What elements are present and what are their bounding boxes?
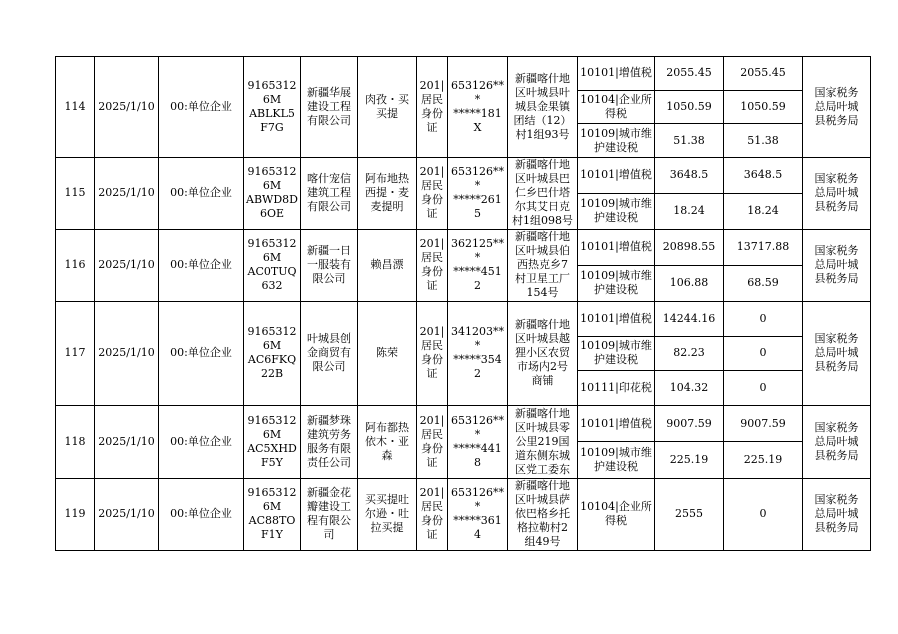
taxpayer-type: 00:单位企业 bbox=[159, 478, 244, 550]
id-number: 362125*** *****4512 bbox=[448, 229, 508, 301]
table-row bbox=[56, 57, 871, 91]
credit-code: 91653126M AC6FKQ22B bbox=[244, 301, 301, 405]
id-number: 653126*** *****3614 bbox=[448, 478, 508, 550]
tax-owed: 13717.88 bbox=[724, 229, 803, 265]
taxpayer-type: 00:单位企业 bbox=[159, 229, 244, 301]
tax-owed: 2055.45 bbox=[724, 57, 803, 91]
id-type: 201| 居民 身份 证 bbox=[417, 301, 448, 405]
tax-item: 10101|增值税 bbox=[578, 301, 655, 336]
business-address: 新疆喀什地 区叶城县巴 仁乡巴什塔 尔其艾日克 村1组098号 bbox=[508, 157, 578, 229]
record-date: 2025/1/10 bbox=[95, 57, 159, 158]
tax-item: 10109|城市维 护建设税 bbox=[578, 265, 655, 301]
tax-owed: 9007.59 bbox=[724, 405, 803, 442]
taxpayer-type: 00:单位企业 bbox=[159, 405, 244, 478]
tax-owed: 0 bbox=[724, 336, 803, 371]
table-body bbox=[56, 57, 871, 551]
id-number: 341203*** *****3542 bbox=[448, 301, 508, 405]
tax-authority: 国家税务 总局叶城 县税务局 bbox=[803, 301, 871, 405]
tax-owed: 0 bbox=[724, 301, 803, 336]
tax-owed: 225.19 bbox=[724, 442, 803, 479]
tax-item: 10101|增值税 bbox=[578, 405, 655, 442]
record-date: 2025/1/10 bbox=[95, 405, 159, 478]
id-type: 201| 居民 身份 证 bbox=[417, 405, 448, 478]
record-date: 2025/1/10 bbox=[95, 478, 159, 550]
tax-amount: 104.32 bbox=[655, 371, 724, 406]
record-number: 118 bbox=[56, 405, 95, 478]
table-row bbox=[56, 301, 871, 336]
id-type: 201| 居民 身份 证 bbox=[417, 229, 448, 301]
legal-person: 肉孜・买 买提 bbox=[358, 57, 417, 158]
tax-records-table bbox=[55, 56, 871, 551]
table-row bbox=[56, 478, 871, 550]
tax-amount: 9007.59 bbox=[655, 405, 724, 442]
tax-amount: 20898.55 bbox=[655, 229, 724, 265]
id-number: 653126*** *****2615 bbox=[448, 157, 508, 229]
company-name: 叶城县创 金商贸有 限公司 bbox=[301, 301, 358, 405]
id-type: 201| 居民 身份 证 bbox=[417, 478, 448, 550]
business-address: 新疆喀什地 区叶城县叶 城县金果镇 团结（12） 村1组93号 bbox=[508, 57, 578, 158]
company-name: 喀什宠信 建筑工程 有限公司 bbox=[301, 157, 358, 229]
tax-item: 10109|城市维 护建设税 bbox=[578, 124, 655, 158]
record-number: 116 bbox=[56, 229, 95, 301]
company-name: 新疆金花 瓣建设工 程有限公 司 bbox=[301, 478, 358, 550]
taxpayer-type: 00:单位企业 bbox=[159, 157, 244, 229]
company-name: 新疆梦珠 建筑劳务 服务有限 责任公司 bbox=[301, 405, 358, 478]
id-type: 201| 居民 身份 证 bbox=[417, 57, 448, 158]
tax-item: 10101|增值税 bbox=[578, 57, 655, 91]
record-date: 2025/1/10 bbox=[95, 229, 159, 301]
record-number: 115 bbox=[56, 157, 95, 229]
legal-person: 陈荣 bbox=[358, 301, 417, 405]
tax-owed: 18.24 bbox=[724, 193, 803, 229]
business-address: 新疆喀什地 区叶城县萨 依巴格乡托 格拉勒村2 组49号 bbox=[508, 478, 578, 550]
business-address: 新疆喀什地 区叶城县零 公里219国 道东侧东城 区党工委东 bbox=[508, 405, 578, 478]
record-number: 117 bbox=[56, 301, 95, 405]
record-date: 2025/1/10 bbox=[95, 157, 159, 229]
tax-item: 10109|城市维 护建设税 bbox=[578, 442, 655, 479]
tax-amount: 1050.59 bbox=[655, 90, 724, 124]
legal-person: 买买提吐 尔逊・吐 拉买提 bbox=[358, 478, 417, 550]
id-number: 653126*** *****181X bbox=[448, 57, 508, 158]
record-date: 2025/1/10 bbox=[95, 301, 159, 405]
tax-amount: 14244.16 bbox=[655, 301, 724, 336]
record-number: 114 bbox=[56, 57, 95, 158]
taxpayer-type: 00:单位企业 bbox=[159, 301, 244, 405]
credit-code: 91653126M ABWD8D6OE bbox=[244, 157, 301, 229]
taxpayer-type: 00:单位企业 bbox=[159, 57, 244, 158]
credit-code: 91653126M ABLKL5F7G bbox=[244, 57, 301, 158]
record-number: 119 bbox=[56, 478, 95, 550]
id-type: 201| 居民 身份 证 bbox=[417, 157, 448, 229]
business-address: 新疆喀什地 区叶城县越 狸小区农贸 市场内2号 商铺 bbox=[508, 301, 578, 405]
tax-authority: 国家税务 总局叶城 县税务局 bbox=[803, 157, 871, 229]
tax-amount: 106.88 bbox=[655, 265, 724, 301]
tax-owed: 3648.5 bbox=[724, 157, 803, 193]
tax-item: 10109|城市维 护建设税 bbox=[578, 193, 655, 229]
legal-person: 阿布都热 依木・亚 森 bbox=[358, 405, 417, 478]
table-row bbox=[56, 229, 871, 265]
tax-amount: 225.19 bbox=[655, 442, 724, 479]
tax-amount: 2555 bbox=[655, 478, 724, 550]
tax-item: 10111|印花税 bbox=[578, 371, 655, 406]
legal-person: 赖昌漂 bbox=[358, 229, 417, 301]
tax-owed: 0 bbox=[724, 371, 803, 406]
company-name: 新疆华展 建设工程 有限公司 bbox=[301, 57, 358, 158]
tax-authority: 国家税务 总局叶城 县税务局 bbox=[803, 478, 871, 550]
credit-code: 91653126M AC5XHDF5Y bbox=[244, 405, 301, 478]
tax-item: 10109|城市维 护建设税 bbox=[578, 336, 655, 371]
tax-owed: 1050.59 bbox=[724, 90, 803, 124]
legal-person: 阿布地热 西提・麦 麦提明 bbox=[358, 157, 417, 229]
tax-item: 10101|增值税 bbox=[578, 157, 655, 193]
tax-item: 10101|增值税 bbox=[578, 229, 655, 265]
credit-code: 91653126M AC0TUQ632 bbox=[244, 229, 301, 301]
tax-owed: 0 bbox=[724, 478, 803, 550]
tax-authority: 国家税务 总局叶城 县税务局 bbox=[803, 229, 871, 301]
tax-amount: 18.24 bbox=[655, 193, 724, 229]
table-row bbox=[56, 157, 871, 193]
id-number: 653126*** *****4418 bbox=[448, 405, 508, 478]
credit-code: 91653126M AC88TOF1Y bbox=[244, 478, 301, 550]
tax-authority: 国家税务 总局叶城 县税务局 bbox=[803, 57, 871, 158]
table-row bbox=[56, 405, 871, 442]
tax-item: 10104|企业所 得税 bbox=[578, 478, 655, 550]
business-address: 新疆喀什地 区叶城县伯 西热克乡7 村卫星工厂 154号 bbox=[508, 229, 578, 301]
tax-owed: 68.59 bbox=[724, 265, 803, 301]
company-name: 新疆一日 一服装有 限公司 bbox=[301, 229, 358, 301]
tax-authority: 国家税务 总局叶城 县税务局 bbox=[803, 405, 871, 478]
tax-amount: 3648.5 bbox=[655, 157, 724, 193]
tax-item: 10104|企业所 得税 bbox=[578, 90, 655, 124]
tax-amount: 2055.45 bbox=[655, 57, 724, 91]
tax-amount: 82.23 bbox=[655, 336, 724, 371]
tax-owed: 51.38 bbox=[724, 124, 803, 158]
tax-amount: 51.38 bbox=[655, 124, 724, 158]
